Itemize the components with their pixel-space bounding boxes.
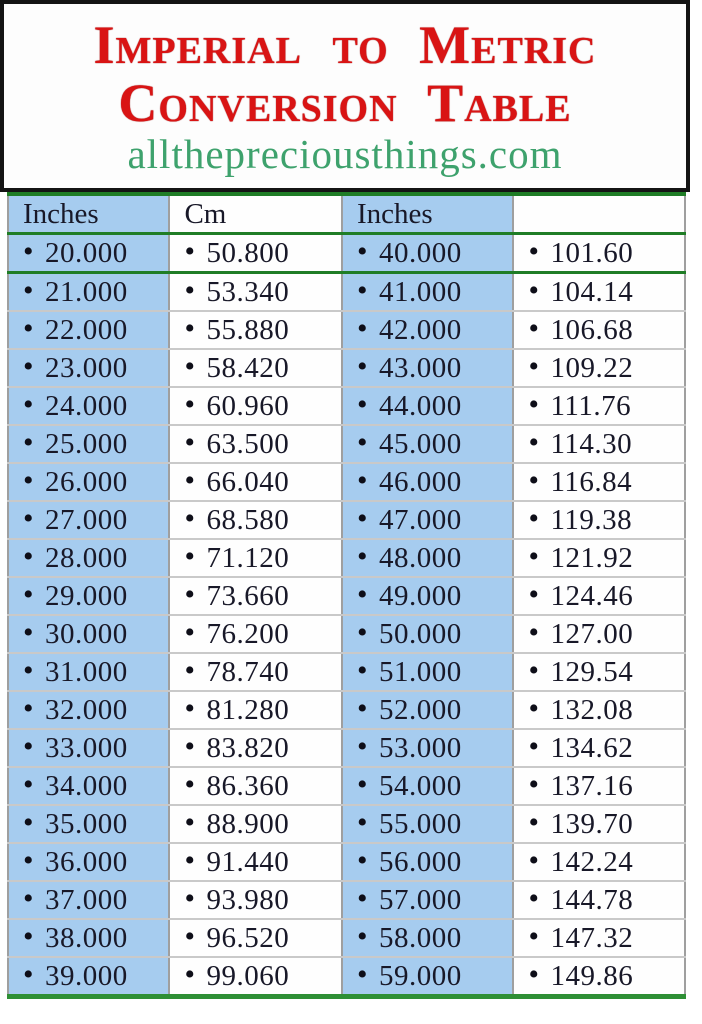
table-row [8,349,685,387]
cell-value: 119.38 [550,504,633,536]
cell-value: 73.660 [206,580,290,612]
cell-value: 24.000 [45,390,128,422]
cell-value: 20.000 [45,237,128,269]
cell-value: 30.000 [45,618,128,650]
bullet-icon: • [23,274,35,307]
cell-value: 28.000 [45,542,128,574]
cell-value: 46.000 [378,466,462,498]
bullet-icon: • [23,616,35,649]
table-cell [342,881,514,919]
cell-value: 57.000 [378,884,462,916]
cell-value: 101.60 [550,237,634,269]
bullet-icon: • [23,502,35,535]
table-cell [513,577,685,615]
cell-value: 129.54 [550,656,634,688]
table-cell [342,273,514,312]
bullet-icon: • [23,464,35,497]
bullet-icon: • [528,388,540,421]
column-header-inches-1: Inches [8,194,169,234]
table-cell [342,463,514,501]
table-cell [169,881,342,919]
cell-value: 53.000 [378,732,462,764]
bullet-icon: • [184,806,196,839]
cell-value: 76.200 [206,618,290,650]
bullet-icon: • [184,464,196,497]
cell-value: 26.000 [45,466,128,498]
table-cell [169,539,342,577]
table-cell [169,577,342,615]
cell-value: 31.000 [45,656,128,688]
table-cell [513,729,685,767]
table-cell [513,234,685,273]
table-cell [342,805,514,843]
table-cell [513,463,685,501]
cell-value: 27.000 [45,504,128,536]
conversion-table [7,192,686,999]
bullet-icon: • [23,540,35,573]
table-cell [8,425,169,463]
table-cell [169,273,342,312]
bullet-icon: • [184,730,196,763]
page-title-line-2: Conversion Table [118,72,572,133]
cell-value: 144.78 [550,884,634,916]
table-cell [8,957,169,997]
cell-value: 22.000 [45,314,128,346]
table-cell [169,463,342,501]
bullet-icon: • [23,235,35,268]
table-cell [342,425,514,463]
cell-value: 44.000 [378,390,462,422]
bullet-icon: • [356,920,368,953]
bullet-icon: • [184,882,196,915]
bullet-icon: • [528,920,540,953]
table-body [8,234,685,997]
table-cell [513,387,685,425]
bullet-icon: • [356,730,368,763]
table-cell [8,577,169,615]
table-cell [513,805,685,843]
table-cell [8,501,169,539]
table-header [8,194,685,234]
cell-value: 56.000 [378,846,462,878]
cell-value: 34.000 [45,770,128,802]
table-cell [8,349,169,387]
table-row [8,425,685,463]
cell-value: 23.000 [45,352,128,384]
cell-value: 37.000 [45,884,128,916]
table-cell [342,767,514,805]
column-header-cm-2 [513,194,685,234]
cell-value: 51.000 [378,656,462,688]
bullet-icon: • [528,464,540,497]
bullet-icon: • [528,274,540,307]
bullet-icon: • [528,958,540,991]
column-header-cm-1: Cm [169,194,342,234]
table-cell [8,691,169,729]
table-row [8,881,685,919]
cell-value: 42.000 [378,314,462,346]
table-cell [8,615,169,653]
bullet-icon: • [184,540,196,573]
table-cell [169,425,342,463]
table-cell [342,311,514,349]
table-cell [8,387,169,425]
bullet-icon: • [356,350,368,383]
cell-value: 60.960 [206,390,290,422]
cell-value: 86.360 [206,770,290,802]
cell-value: 29.000 [45,580,128,612]
table-cell [513,843,685,881]
bullet-icon: • [356,235,368,268]
bullet-icon: • [184,312,196,345]
cell-value: 35.000 [45,808,128,840]
table-cell [169,615,342,653]
cell-value: 99.060 [206,960,290,992]
table-cell [8,539,169,577]
bullet-icon: • [23,654,35,687]
cell-value: 106.68 [550,314,634,346]
cell-value: 68.580 [206,504,290,536]
cell-value: 93.980 [206,884,290,916]
cell-value: 43.000 [378,352,462,384]
cell-value: 134.62 [550,732,634,764]
cell-value: 47.000 [378,504,462,536]
cell-value: 91.440 [206,846,290,878]
bullet-icon: • [184,274,196,307]
bullet-icon: • [23,730,35,763]
table-row [8,311,685,349]
cell-value: 149.86 [550,960,634,992]
table-row [8,577,685,615]
column-header-inches-2: Inches [342,194,514,234]
cell-value: 109.22 [550,352,634,384]
bullet-icon: • [23,426,35,459]
bullet-icon: • [528,350,540,383]
cell-value: 55.000 [378,808,462,840]
table-cell [342,539,514,577]
table-row [8,843,685,881]
table-cell [513,501,685,539]
table-cell [342,501,514,539]
table-cell [8,805,169,843]
bullet-icon: • [184,235,196,268]
table-cell [513,919,685,957]
cell-value: 49.000 [378,580,462,612]
table-cell [342,387,514,425]
table-row [8,729,685,767]
table-cell [342,349,514,387]
table-cell [169,729,342,767]
cell-value: 32.000 [45,694,128,726]
table-cell [8,273,169,312]
cell-value: 39.000 [45,960,128,992]
bullet-icon: • [356,540,368,573]
cell-value: 41.000 [378,276,462,308]
table-cell [513,539,685,577]
table-cell [169,843,342,881]
table-row [8,957,685,997]
cell-value: 142.24 [550,846,634,878]
bullet-icon: • [528,654,540,687]
table-cell [342,919,514,957]
table-cell [169,691,342,729]
table-row [8,691,685,729]
table-row [8,273,685,312]
cell-value: 54.000 [378,770,462,802]
table-row [8,387,685,425]
bullet-icon: • [184,844,196,877]
bullet-icon: • [356,578,368,611]
cell-value: 58.420 [206,352,290,384]
title-card [0,0,690,192]
cell-value: 96.520 [206,922,290,954]
cell-value: 81.280 [206,694,290,726]
bullet-icon: • [356,692,368,725]
bullet-icon: • [184,768,196,801]
table-cell [513,311,685,349]
bullet-icon: • [23,806,35,839]
table-cell [169,957,342,997]
website-url: allthepreciousthings.com [127,131,563,178]
cell-value: 63.500 [206,428,290,460]
cell-value: 38.000 [45,922,128,954]
cell-value: 33.000 [45,732,128,764]
cell-value: 111.76 [550,390,632,422]
cell-value: 114.30 [550,428,633,460]
cell-value: 25.000 [45,428,128,460]
cell-value: 83.820 [206,732,290,764]
table-cell [169,919,342,957]
bullet-icon: • [184,692,196,725]
bullet-icon: • [356,882,368,915]
bullet-icon: • [356,844,368,877]
cell-value: 45.000 [378,428,462,460]
table-cell [169,501,342,539]
bullet-icon: • [356,654,368,687]
bullet-icon: • [184,578,196,611]
cell-value: 59.000 [378,960,462,992]
bullet-icon: • [528,312,540,345]
cell-value: 137.16 [550,770,634,802]
cell-value: 21.000 [45,276,128,308]
bullet-icon: • [23,958,35,991]
table-cell [169,805,342,843]
table-cell [8,653,169,691]
table-row [8,463,685,501]
table-cell [8,843,169,881]
table-row [8,501,685,539]
cell-value: 124.46 [550,580,634,612]
header-row [8,194,685,234]
table-cell [342,234,514,273]
table-cell [513,881,685,919]
cell-value: 147.32 [550,922,634,954]
bullet-icon: • [23,844,35,877]
bullet-icon: • [356,958,368,991]
bullet-icon: • [23,882,35,915]
bullet-icon: • [184,654,196,687]
bullet-icon: • [356,274,368,307]
cell-value: 139.70 [550,808,634,840]
table-row [8,805,685,843]
bullet-icon: • [23,920,35,953]
table-cell [8,463,169,501]
table-cell [513,957,685,997]
table-cell [8,881,169,919]
cell-value: 52.000 [378,694,462,726]
table-cell [342,729,514,767]
cell-value: 104.14 [550,276,634,308]
table-cell [513,653,685,691]
table-cell [8,234,169,273]
table-row [8,919,685,957]
table-cell [513,767,685,805]
table-row [8,653,685,691]
table-cell [513,273,685,312]
table-cell [342,691,514,729]
bullet-icon: • [23,692,35,725]
cell-value: 50.800 [206,237,290,269]
bullet-icon: • [356,388,368,421]
table-row [8,767,685,805]
bullet-icon: • [23,388,35,421]
table-cell [169,349,342,387]
cell-value: 50.000 [378,618,462,650]
bullet-icon: • [528,882,540,915]
cell-value: 48.000 [378,542,462,574]
bullet-icon: • [184,388,196,421]
bullet-icon: • [356,806,368,839]
cell-value: 36.000 [45,846,128,878]
bullet-icon: • [356,502,368,535]
cell-value: 78.740 [206,656,290,688]
table-cell [513,349,685,387]
bullet-icon: • [23,578,35,611]
cell-value: 121.92 [550,542,634,574]
table-cell [342,653,514,691]
bullet-icon: • [356,426,368,459]
table-cell [169,387,342,425]
table-cell [513,691,685,729]
cell-value: 66.040 [206,466,290,498]
bullet-icon: • [356,464,368,497]
bullet-icon: • [356,768,368,801]
table-cell [169,653,342,691]
bullet-icon: • [528,768,540,801]
bullet-icon: • [23,768,35,801]
bullet-icon: • [528,692,540,725]
bullet-icon: • [528,502,540,535]
bullet-icon: • [528,730,540,763]
table-cell [513,425,685,463]
cell-value: 127.00 [550,618,634,650]
page-title-line-1: Imperial to Metric [93,14,597,75]
table-cell [8,311,169,349]
table-cell [342,577,514,615]
cell-value: 53.340 [206,276,290,308]
cell-value: 116.84 [550,466,633,498]
bullet-icon: • [184,502,196,535]
table-row [8,615,685,653]
bullet-icon: • [528,844,540,877]
bullet-icon: • [184,958,196,991]
bullet-icon: • [184,920,196,953]
bullet-icon: • [184,426,196,459]
bullet-icon: • [528,806,540,839]
table-cell [342,615,514,653]
cell-value: 40.000 [378,237,462,269]
bullet-icon: • [528,578,540,611]
bullet-icon: • [184,616,196,649]
bullet-icon: • [528,616,540,649]
cell-value: 58.000 [378,922,462,954]
table-cell [342,957,514,997]
table-row [8,539,685,577]
table-cell [169,311,342,349]
bullet-icon: • [356,616,368,649]
table-cell [8,919,169,957]
bullet-icon: • [184,350,196,383]
bullet-icon: • [23,350,35,383]
cell-value: 55.880 [206,314,290,346]
bullet-icon: • [528,426,540,459]
bullet-icon: • [23,312,35,345]
cell-value: 88.900 [206,808,290,840]
bullet-icon: • [356,312,368,345]
table-cell [8,729,169,767]
table-cell [513,615,685,653]
table-row [8,234,685,273]
cell-value: 71.120 [206,542,290,574]
bullet-icon: • [528,235,540,268]
bullet-icon: • [528,540,540,573]
table-cell [169,767,342,805]
table-cell [342,843,514,881]
table-cell [8,767,169,805]
cell-value: 132.08 [550,694,634,726]
table-cell [169,234,342,273]
